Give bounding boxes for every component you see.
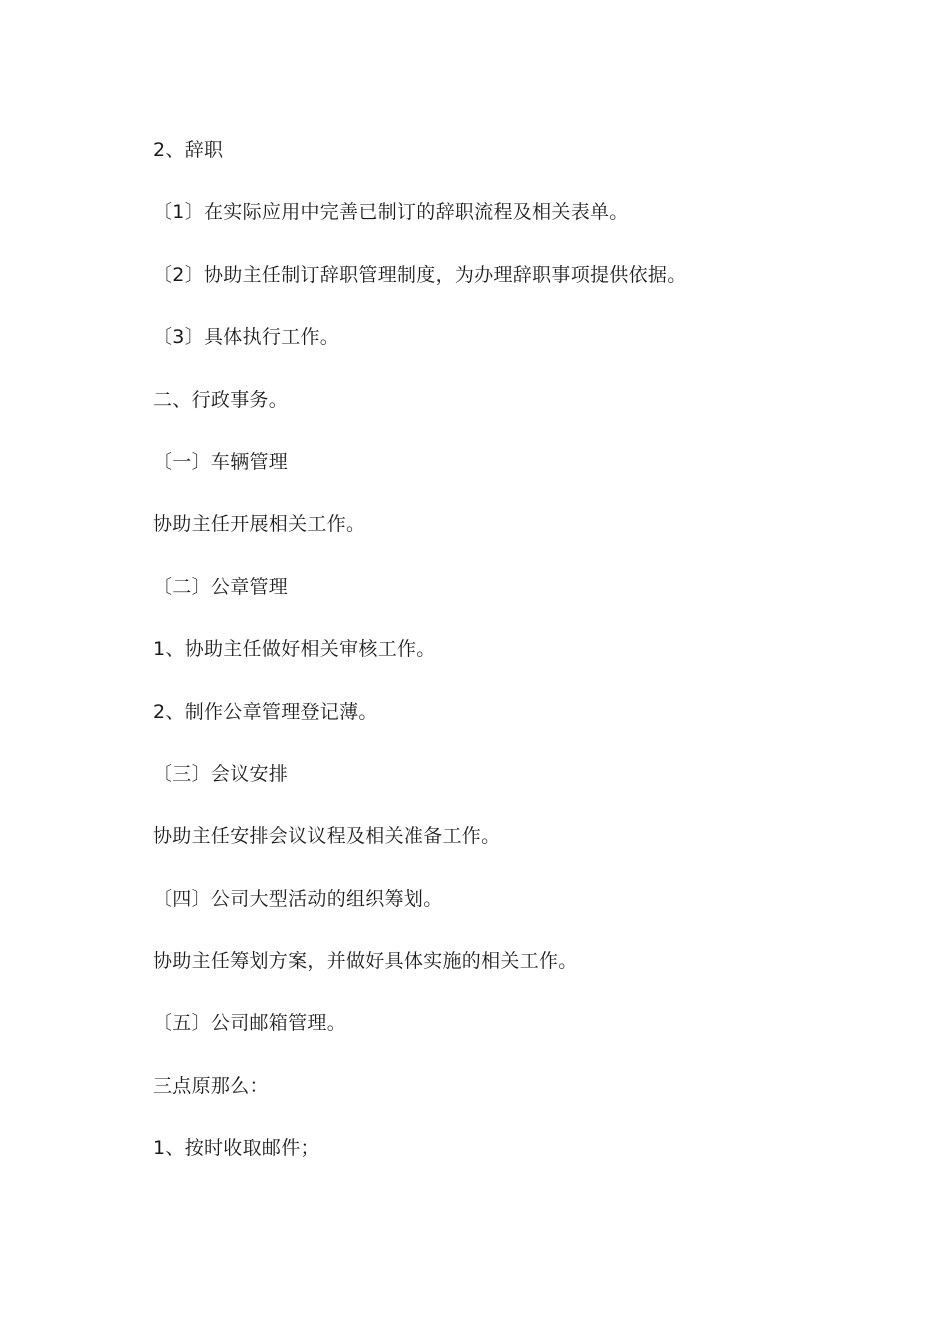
list-item: 1、按时收取邮件； — [153, 1137, 320, 1160]
subheading-seal-management: 〔二〕公章管理 — [153, 575, 289, 598]
list-item: 〔1〕在实际应用中完善已制订的辞职流程及相关表单。 — [153, 201, 629, 224]
paragraph: 协助主任筹划方案，并做好具体实施的相关工作。 — [153, 950, 578, 973]
subheading-resignation: 2、辞职 — [153, 139, 224, 161]
subheading-vehicle-management: 〔一〕车辆管理 — [153, 450, 289, 473]
section-heading-admin-affairs: 二、行政事务。 — [153, 388, 289, 411]
subheading-meeting-arrangement: 〔三〕会议安排 — [153, 762, 289, 785]
list-item: 2、制作公章管理登记薄。 — [153, 700, 378, 723]
list-item: 〔2〕协助主任制订辞职管理制度，为办理辞职事项提供依据。 — [153, 263, 687, 286]
paragraph: 协助主任安排会议议程及相关准备工作。 — [153, 825, 501, 848]
document-body — [153, 131, 873, 1192]
list-item: 1、协助主任做好相关审核工作。 — [153, 638, 436, 661]
paragraph: 三点原那么： — [153, 1074, 269, 1097]
subheading-event-planning: 〔四〕公司大型活动的组织筹划。 — [153, 887, 443, 910]
paragraph: 协助主任开展相关工作。 — [153, 513, 366, 536]
subheading-mailbox-management: 〔五〕公司邮箱管理。 — [153, 1012, 347, 1035]
list-item: 〔3〕具体执行工作。 — [153, 326, 340, 349]
